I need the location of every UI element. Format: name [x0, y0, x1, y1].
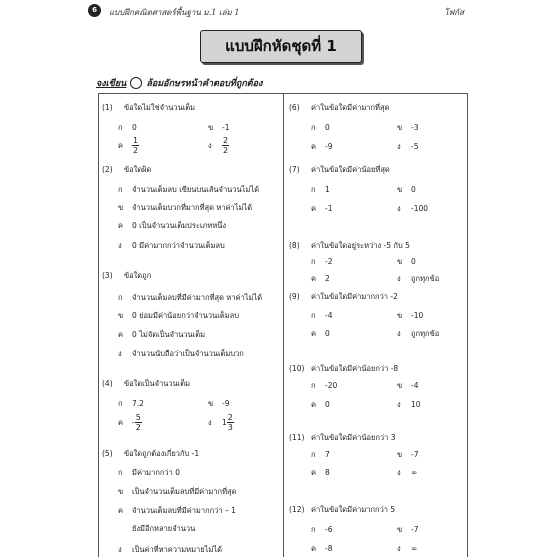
- question-text: ค่าในข้อใดมีค่าน้อยกว่า -8: [311, 364, 399, 373]
- answer-option[interactable]: [397, 449, 418, 461]
- book-title: แบบฝึกคณิตศาสตร์พื้นฐาน ม.1 เล่ม 1: [109, 8, 240, 17]
- answer-option[interactable]: [118, 523, 195, 535]
- option-text: ∞: [411, 468, 418, 477]
- worksheet-page: [84, 0, 468, 557]
- option-text: ถูกทุกข้อ: [411, 274, 440, 283]
- option-text: -1: [222, 123, 230, 132]
- fraction-denominator: 2: [133, 146, 139, 155]
- option-text: ยังมีอีกหลายจำนวน: [132, 524, 196, 533]
- option-letter: ก: [311, 450, 316, 459]
- fraction-denominator: 3: [227, 423, 233, 432]
- option-text: -: [132, 417, 135, 427]
- option-text: 0: [132, 123, 137, 132]
- answer-option[interactable]: [118, 136, 139, 155]
- option-text: 0: [325, 123, 330, 132]
- question-text: ข้อใดไม่ใช่จำนวนเต็ม: [124, 103, 196, 112]
- option-letter: ก: [311, 525, 316, 534]
- answer-option[interactable]: [397, 273, 439, 285]
- question-item: [102, 378, 190, 390]
- answer-option[interactable]: [118, 220, 226, 232]
- question-number: (6): [289, 103, 300, 112]
- column-divider: [283, 93, 284, 557]
- answer-option[interactable]: [397, 467, 417, 479]
- option-text: -9: [325, 142, 333, 151]
- question-text: ค่าในข้อใดมีค่ามากกว่า -2: [311, 292, 398, 301]
- answer-option[interactable]: [208, 122, 229, 134]
- instruction: [96, 76, 262, 91]
- instruction-text: ล้อมอักษรหน้าคำตอบที่ถูกต้อง: [146, 79, 263, 89]
- option-text: มีค่ามากกว่า 0: [132, 468, 180, 477]
- option-letter: ข: [208, 399, 214, 408]
- instruction-lead: จงเขียน: [96, 79, 127, 89]
- answer-option[interactable]: [397, 122, 418, 134]
- option-letter: ก: [311, 257, 316, 266]
- option-letter: ง: [118, 349, 122, 358]
- option-text: จำนวนนับถือว่าเป็นจำนวนเต็มบวก: [132, 349, 244, 358]
- option-text: -4: [325, 311, 333, 320]
- option-letter: ก: [118, 123, 123, 132]
- option-text: 0 เป็นจำนวนเต็มประเภทหนึ่ง: [132, 221, 227, 230]
- page-number: 6: [88, 4, 101, 17]
- option-text: -10: [411, 311, 424, 320]
- question-text: ข้อใดผิด: [124, 165, 152, 174]
- option-text: ถูกทุกข้อ: [411, 329, 440, 338]
- option-text: 0: [325, 329, 330, 338]
- question-item: [289, 102, 389, 114]
- option-text: 0: [325, 400, 330, 409]
- option-letter: ก: [311, 123, 316, 132]
- option-text: 2: [325, 274, 330, 283]
- question-number: (10): [289, 364, 305, 373]
- option-letter: ก: [311, 311, 316, 320]
- option-letter: ง: [397, 274, 401, 283]
- answer-option[interactable]: [311, 184, 330, 196]
- option-text: 7: [325, 450, 330, 459]
- question-item: [289, 432, 396, 444]
- option-text: -100: [411, 204, 429, 213]
- answer-option[interactable]: [118, 505, 236, 517]
- answer-option[interactable]: [208, 398, 229, 410]
- option-letter: ข: [397, 450, 403, 459]
- answer-option[interactable]: [397, 399, 421, 411]
- answer-option[interactable]: [311, 524, 332, 536]
- question-number: (8): [289, 241, 300, 250]
- option-text: -8: [325, 544, 333, 553]
- fraction: [227, 413, 234, 432]
- option-letter: ง: [397, 142, 401, 151]
- option-text: 1: [222, 417, 227, 427]
- answer-option[interactable]: [397, 184, 416, 196]
- option-text: -2: [325, 257, 333, 266]
- question-item: [289, 164, 390, 176]
- question-number: (1): [102, 103, 113, 112]
- answer-option[interactable]: [397, 524, 418, 536]
- option-letter: ข: [397, 311, 403, 320]
- option-letter: ง: [118, 241, 122, 250]
- option-text: 1: [325, 185, 330, 194]
- question-text: ค่าในข้อใดมีค่าน้อยที่สุด: [311, 165, 390, 174]
- question-number: (3): [102, 271, 113, 280]
- answer-option[interactable]: [311, 273, 330, 285]
- option-text: เป็นค่าที่หาความหมายไม่ได้: [132, 545, 223, 554]
- question-item: [102, 270, 151, 282]
- fraction: [135, 413, 142, 432]
- answer-option[interactable]: [397, 203, 428, 215]
- question-text: ข้อใดถูกต้องเกี่ยวกับ -1: [124, 449, 200, 458]
- option-letter: ง: [397, 468, 401, 477]
- answer-option[interactable]: [311, 310, 332, 322]
- option-letter: ก: [118, 293, 123, 302]
- option-letter: ก: [311, 381, 316, 390]
- answer-option[interactable]: [118, 329, 205, 341]
- answer-option[interactable]: [118, 292, 262, 304]
- question-item: [102, 164, 151, 176]
- option-letter: ง: [208, 417, 212, 427]
- exercise-title: แบบฝึกหัดชุดที่ 1: [225, 37, 337, 55]
- answer-option[interactable]: [208, 413, 234, 432]
- option-letter: ข: [118, 203, 124, 212]
- answer-option[interactable]: [208, 136, 229, 155]
- option-text: -3: [411, 123, 419, 132]
- option-text: -6: [325, 525, 333, 534]
- answer-option[interactable]: [118, 467, 180, 479]
- option-letter: ง: [397, 329, 401, 338]
- fraction: [132, 136, 139, 155]
- question-item: [289, 363, 398, 375]
- fraction-numerator: 2: [227, 413, 233, 422]
- option-letter: ข: [397, 257, 403, 266]
- question-item: [289, 291, 398, 303]
- fraction-numerator: 2: [223, 136, 229, 145]
- answer-option[interactable]: [118, 544, 222, 556]
- question-number: (12): [289, 505, 305, 514]
- question-text: ค่าในข้อใดมีค่ามากกว่า 5: [311, 505, 396, 514]
- option-text: 0 ย่อมมีค่าน้อยกว่าจำนวนเต็มลบ: [132, 311, 239, 320]
- answer-option[interactable]: [118, 202, 252, 214]
- answer-option[interactable]: [397, 310, 423, 322]
- question-number: (11): [289, 433, 305, 442]
- answer-option[interactable]: [118, 310, 239, 322]
- answer-option[interactable]: [311, 380, 337, 392]
- question-text: ค่าในข้อใดอยู่ระหว่าง -5 กับ 5: [311, 241, 410, 250]
- fraction-numerator: 5: [135, 413, 141, 422]
- option-text: -1: [325, 204, 333, 213]
- answer-option[interactable]: [118, 486, 236, 498]
- question-text: ข้อใดเป็นจำนวนเต็ม: [124, 379, 191, 388]
- option-letter: ค: [118, 221, 124, 230]
- answer-option[interactable]: [311, 328, 330, 340]
- question-item: [102, 448, 199, 460]
- option-text: -7: [411, 450, 419, 459]
- option-letter: ค: [118, 330, 124, 339]
- option-letter: ข: [397, 525, 403, 534]
- option-text: -7: [411, 525, 419, 534]
- option-letter: ง: [208, 140, 212, 150]
- answer-option[interactable]: [397, 328, 439, 340]
- option-letter: ค: [118, 506, 124, 515]
- option-letter: ก: [118, 399, 123, 408]
- option-text: จำนวนเต็มลบที่มีค่ามากที่สุด หาค่าไม่ได้: [132, 293, 263, 302]
- option-text: ∞: [411, 544, 418, 553]
- option-letter: ค: [311, 468, 317, 477]
- answer-option[interactable]: [118, 398, 144, 410]
- answer-option[interactable]: [311, 122, 330, 134]
- option-letter: ก: [118, 185, 123, 194]
- brand-label: โฟกัส: [444, 8, 464, 17]
- fraction-numerator: 1: [133, 136, 139, 145]
- option-letter: ง: [118, 545, 122, 554]
- question-item: [289, 504, 395, 516]
- answer-option[interactable]: [397, 141, 418, 153]
- exercise-title-box: [200, 30, 362, 63]
- answer-option[interactable]: [397, 380, 418, 392]
- option-text: 10: [411, 400, 421, 409]
- option-letter: ค: [311, 400, 317, 409]
- question-number: (5): [102, 449, 113, 458]
- answer-option[interactable]: [118, 184, 259, 196]
- option-text: -9: [222, 399, 230, 408]
- fraction: [222, 136, 229, 155]
- question-number: (7): [289, 165, 300, 174]
- option-text: เป็นจำนวนเต็มลบที่มีค่ามากที่สุด: [132, 487, 237, 496]
- option-letter: ค: [311, 329, 317, 338]
- answer-option[interactable]: [311, 399, 330, 411]
- option-text: 0: [411, 185, 416, 194]
- answer-option[interactable]: [118, 413, 142, 432]
- fraction-denominator: 2: [135, 423, 141, 432]
- option-letter: ค: [118, 140, 124, 150]
- answer-option[interactable]: [118, 348, 244, 360]
- answer-option[interactable]: [118, 122, 137, 134]
- answer-option[interactable]: [311, 256, 332, 268]
- page-header: [88, 4, 468, 20]
- option-text: 0: [411, 257, 416, 266]
- option-letter: ข: [208, 123, 214, 132]
- option-text: 0 ไม่จัดเป็นจำนวนเต็ม: [132, 330, 206, 339]
- fraction-denominator: 2: [223, 146, 229, 155]
- option-text: 0 มีค่ามากกว่าจำนวนเต็มลบ: [132, 241, 225, 250]
- question-number: (4): [102, 379, 113, 388]
- option-letter: ง: [397, 204, 401, 213]
- option-text: จำนวนเต็มบวกที่มากที่สุด หาค่าไม่ได้: [132, 203, 253, 212]
- option-text: 7.2: [132, 399, 144, 408]
- option-text: -20: [325, 381, 338, 390]
- answer-option[interactable]: [311, 141, 332, 153]
- option-letter: ก: [311, 185, 316, 194]
- question-item: [102, 102, 195, 114]
- option-letter: ค: [311, 204, 317, 213]
- option-letter: ค: [118, 417, 124, 427]
- circle-icon: [130, 77, 142, 89]
- option-letter: ข: [118, 311, 124, 320]
- answer-option[interactable]: [118, 240, 225, 252]
- option-letter: ข: [397, 185, 403, 194]
- option-letter: ค: [311, 142, 317, 151]
- option-text: -4: [411, 381, 419, 390]
- option-letter: ข: [397, 123, 403, 132]
- answer-option[interactable]: [311, 449, 330, 461]
- option-letter: ค: [311, 544, 317, 553]
- option-letter: ก: [118, 468, 123, 477]
- answer-option[interactable]: [311, 543, 332, 555]
- question-item: [289, 240, 410, 252]
- option-letter: ค: [311, 274, 317, 283]
- answer-option[interactable]: [311, 467, 330, 479]
- option-letter: ข: [397, 381, 403, 390]
- option-letter: ง: [397, 544, 401, 553]
- option-text: จำนวนเต็มลบ เขียนบนเส้นจำนวนไม่ได้: [132, 185, 259, 194]
- option-text: 8: [325, 468, 330, 477]
- answer-option[interactable]: [311, 203, 332, 215]
- option-letter: ง: [397, 400, 401, 409]
- question-number: (2): [102, 165, 113, 174]
- option-text: -5: [411, 142, 419, 151]
- option-text: จำนวนเต็มลบที่มีค่ามากกว่า – 1: [132, 506, 236, 515]
- answer-option[interactable]: [397, 543, 417, 555]
- option-letter: ข: [118, 487, 124, 496]
- question-text: ข้อใดถูก: [124, 271, 152, 280]
- question-text: ค่าในข้อใดมีค่าน้อยกว่า 3: [311, 433, 396, 442]
- question-text: ค่าในข้อใดมีค่ามากที่สุด: [311, 103, 390, 112]
- question-number: (9): [289, 292, 300, 301]
- answer-option[interactable]: [397, 256, 416, 268]
